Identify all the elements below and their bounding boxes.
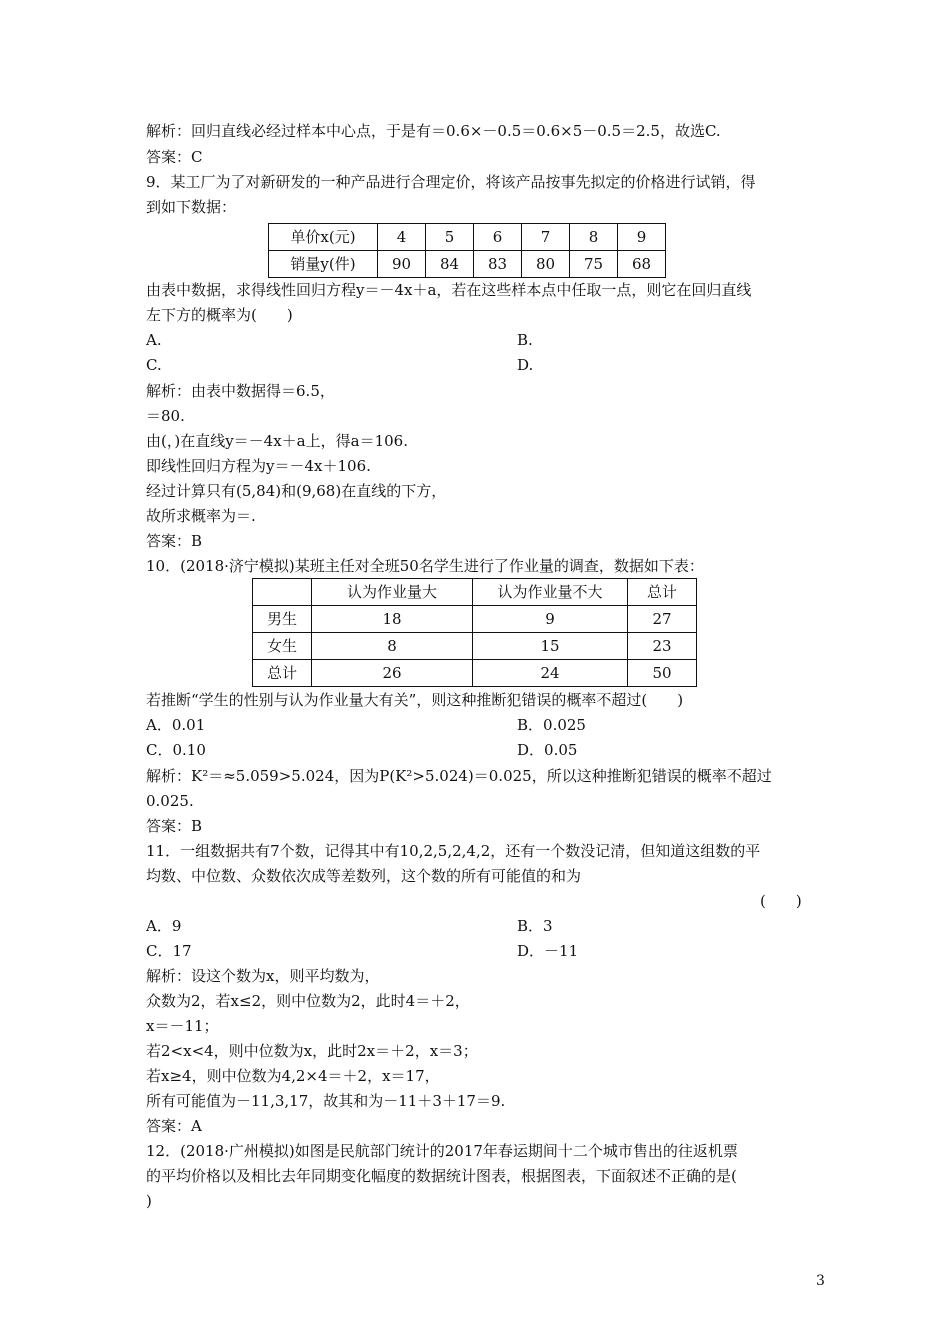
answer-10: 答案：B [146, 817, 203, 835]
solution-9-line-4: 即线性回归方程为y＝－4x＋106. [146, 457, 371, 475]
solution-9-line-2: ＝80. [146, 407, 185, 425]
option-10-a: A．0.01 [146, 716, 206, 734]
question-12-line-3: ) [146, 1192, 152, 1210]
answer-8: 答案：C [146, 148, 203, 166]
option-10-b: B．0.025 [517, 716, 586, 734]
table-cell: 认为作业量大 [312, 579, 473, 606]
table-cell: 总计 [253, 660, 312, 687]
table-cell: 84 [426, 251, 474, 278]
question-9-line-1: 9．某工厂为了对新研发的一种产品进行合理定价，将该产品按事先拟定的价格进行试销，得 [146, 173, 756, 191]
solution-11-line-6: 所有可能值为－11,3,17，故其和为－11＋3＋17＝9. [146, 1092, 506, 1110]
table-cell: 9 [473, 606, 628, 633]
option-11-d: D．－11 [517, 942, 579, 960]
solution-9-line-5: 经过计算只有(5,84)和(9,68)在直线的下方， [146, 482, 447, 500]
price-sales-table [268, 223, 666, 278]
table-cell: 83 [474, 251, 522, 278]
solution-11-line-5: 若x≥4，则中位数为4,2×4＝＋2，x＝17， [146, 1067, 440, 1085]
answer-11: 答案：A [146, 1117, 202, 1135]
option-11-a: A．9 [146, 917, 182, 935]
table-cell: 5 [426, 224, 474, 251]
table-row [253, 660, 697, 687]
solution-11-line-2: 众数为2，若x≤2，则中位数为2，此时4＝＋2， [146, 992, 470, 1010]
question-12-line-1: 12．(2018·广州模拟)如图是民航部门统计的2017年春运期间十二个城市售出的往返机票 [146, 1142, 738, 1160]
solution-9-line-6: 故所求概率为＝. [146, 507, 256, 525]
table-cell: 男生 [253, 606, 312, 633]
solution-10-line-2: 0.025. [146, 792, 194, 810]
table-cell: 23 [628, 633, 697, 660]
question-9-line-4: 左下方的概率为( ) [146, 306, 293, 324]
table-cell: 8 [312, 633, 473, 660]
table-cell: 18 [312, 606, 473, 633]
table-cell: 4 [378, 224, 426, 251]
table-cell: 7 [522, 224, 570, 251]
solution-11-line-3: x＝－11； [146, 1017, 219, 1035]
question-10-line-1: 10．(2018·济宁模拟)某班主任对全班50名学生进行了作业量的调查，数据如下表： [146, 557, 704, 575]
option-9-c: C. [146, 356, 162, 374]
solution-10-line-1: 解析：K²＝≈5.059>5.024，因为P(K²>5.024)＝0.025，所以这种推断犯错误的概率不超过 [146, 767, 772, 785]
option-9-b: B. [517, 331, 533, 349]
solution-9-line-1: 解析：由表中数据得＝6.5， [146, 382, 335, 400]
table-cell: 50 [628, 660, 697, 687]
solution-11-line-1: 解析：设这个数为x，则平均数为， [146, 967, 380, 985]
table-cell: 销量y(件) [269, 251, 378, 278]
table-cell: 认为作业量不大 [473, 579, 628, 606]
option-11-c: C．17 [146, 942, 192, 960]
solution-8: 解析：回归直线必经过样本中心点，于是有＝0.6×－0.5＝0.6×5－0.5＝2.5，故选C. [146, 122, 721, 140]
table-cell: 15 [473, 633, 628, 660]
answer-9: 答案：B [146, 532, 203, 550]
table-cell: 80 [522, 251, 570, 278]
table-cell: 9 [618, 224, 666, 251]
table-cell: 单价x(元) [269, 224, 378, 251]
option-9-d: D. [517, 356, 534, 374]
homework-survey-table [252, 578, 697, 687]
page-number: 3 [816, 1273, 825, 1289]
question-11-line-2: 均数、中位数、众数依次成等差数列，这个数的所有可能值的和为 [146, 867, 582, 885]
table-row [253, 579, 697, 606]
table-row [253, 633, 697, 660]
table-cell: 总计 [628, 579, 697, 606]
table-cell: 68 [618, 251, 666, 278]
table-cell: 8 [570, 224, 618, 251]
question-11-line-1: 11．一组数据共有7个数，记得其中有10,2,5,2,4,2，还有一个数没记清，但知道这组数的平 [146, 842, 761, 860]
table-row [269, 224, 666, 251]
question-11-answer-blank: ( ) [760, 892, 802, 910]
solution-11-line-4: 若2<x<4，则中位数为x，此时2x＝＋2，x＝3； [146, 1042, 478, 1060]
solution-9-line-3: 由(，)在直线y＝－4x＋a上，得a＝106. [146, 432, 408, 450]
question-10-line-2: 若推断“学生的性别与认为作业量大有关”，则这种推断犯错误的概率不超过( ) [146, 691, 684, 709]
option-10-d: D．0.05 [517, 741, 578, 759]
table-row [253, 606, 697, 633]
table-cell: 26 [312, 660, 473, 687]
table-cell: 75 [570, 251, 618, 278]
option-11-b: B．3 [517, 917, 553, 935]
table-cell: 6 [474, 224, 522, 251]
option-9-a: A. [146, 331, 162, 349]
table-cell: 27 [628, 606, 697, 633]
question-9-line-3: 由表中数据，求得线性回归方程y＝－4x＋a，若在这些样本点中任取一点，则它在回归直线 [146, 281, 752, 299]
table-cell: 90 [378, 251, 426, 278]
question-9-line-2: 到如下数据： [146, 198, 237, 216]
table-cell: 24 [473, 660, 628, 687]
table-cell [253, 579, 312, 606]
table-row [269, 251, 666, 278]
table-cell: 女生 [253, 633, 312, 660]
question-12-line-2: 的平均价格以及相比去年同期变化幅度的数据统计图表，根据图表，下面叙述不正确的是( [146, 1167, 737, 1185]
option-10-c: C．0.10 [146, 741, 206, 759]
